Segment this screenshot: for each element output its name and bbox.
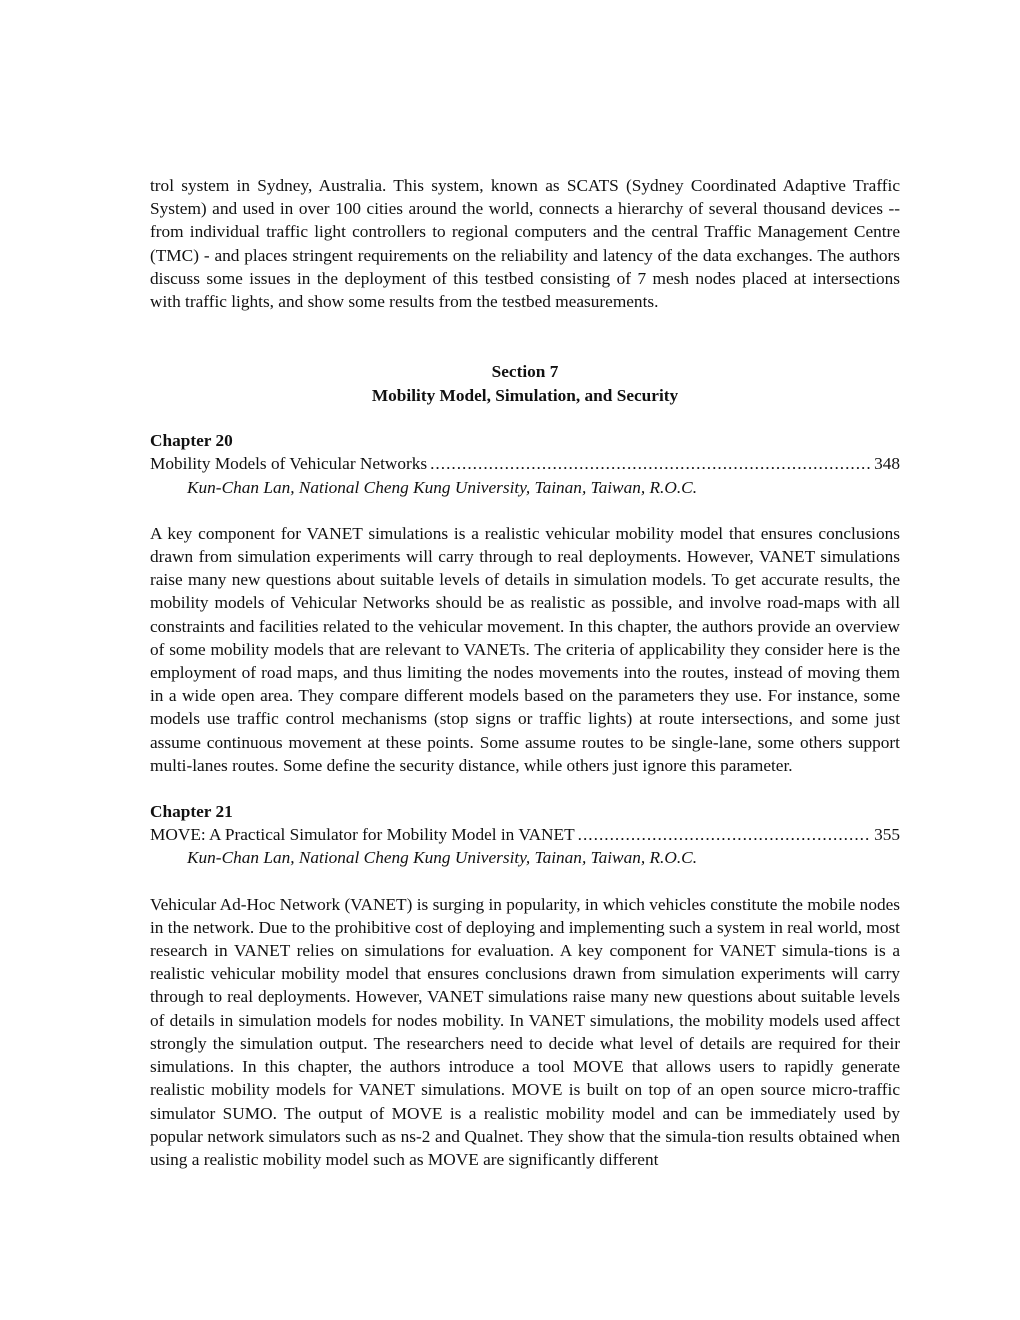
page-content [150,174,900,1171]
chapter-entry [150,429,900,777]
chapter-label: Chapter 21 [150,802,233,822]
chapter-author: Kun-Chan Lan, National Cheng Kung University, Tainan, Taiwan, R.O.C. [187,477,698,497]
intro-paragraph: trol system in Sydney, Australia. This system, known as SCATS (Sydney Coordinated Adaptive Traffic System) and used in over 100 cities around the world, connects a hierarchy of several thousand devices -- from individual traffic light controllers to regional computers and the central Traffic Management Centre (TMC) - and places stringent requirements on the reliability and latency of the data exchanges. The authors discuss some issues in the deployment of this testbed consisting of 7 mesh nodes placed at intersections with traffic lights, and show some results from the testbed measurements. [150,176,900,312]
section-heading [150,360,900,408]
chapter-abstract: A key component for VANET simulations is a realistic vehicular mobility model that ensures conclusions drawn from simulation experiments will carry through to real deployments. However, VANET simulations raise many new questions about suitable levels of details in simulation models. To get accurate results, the mobility models of Vehicular Networks should be as realistic as possible, and involve road-maps with all constraints and facilities related to the vehicular movement. In this chapter, the authors provide an overview of some mobility models that are relevant to VANETs. The criteria of applicability they consider here is the employment of road maps, and thus limiting the nodes movements into the routes, instead of moving them in a wide open area. They compare different models based on the parameters they use. For instance, some models use traffic control mechanisms (stop signs or traffic lights) at route intersections, and some just assume continuous movement at these points. Some assume routes to be single-lane, some others support multi-lanes routes. Some define the security distance, while others just ignore this parameter. [150,523,900,775]
chapter-label: Chapter 20 [150,431,233,451]
page-number: 355 [874,825,900,845]
chapter-author: Kun-Chan Lan, National Cheng Kung University, Tainan, Taiwan, R.O.C. [187,848,698,868]
chapter-entry [150,800,900,1171]
section-title: Mobility Model, Simulation, and Security [371,386,679,406]
page-number: 348 [874,454,900,474]
chapter-title: MOVE: A Practical Simulator for Mobility Model in VANET [150,825,575,845]
toc-line[interactable] [150,823,900,846]
leader-dots [430,452,871,475]
toc-line[interactable] [150,452,900,475]
section-number: Section 7 [491,362,559,382]
chapter-abstract: Vehicular Ad-Hoc Network (VANET) is surging in popularity, in which vehicles constitute the mobile nodes in the network. Due to the prohibitive cost of deploying and implementing such a system in real world, most research in VANET relies on simulations for evaluation. A key component for VANET simula-tions is a realistic vehicular mobility model that ensures conclusions drawn from simulation experiments will carry through to real deployments. However, VANET simulations raise many new questions about suitable levels of details in simulation models for nodes mobility. In VANET simulations, the mobility models used affect strongly the simulation output. The researchers need to decide what level of details are required for their simulations. In this chapter, the authors introduce a tool MOVE that allows users to rapidly generate realistic mobility models for VANET simulations. MOVE is built on top of an open source micro-traffic simulator SUMO. The output of MOVE is a realistic mobility model and can be immediately used by popular network simulators such as ns-2 and Qualnet. They show that the simula-tion results obtained when using a realistic mobility model such as MOVE are significantly different [150,894,900,1169]
chapter-title: Mobility Models of Vehicular Networks [150,454,428,474]
leader-dots [578,823,871,846]
